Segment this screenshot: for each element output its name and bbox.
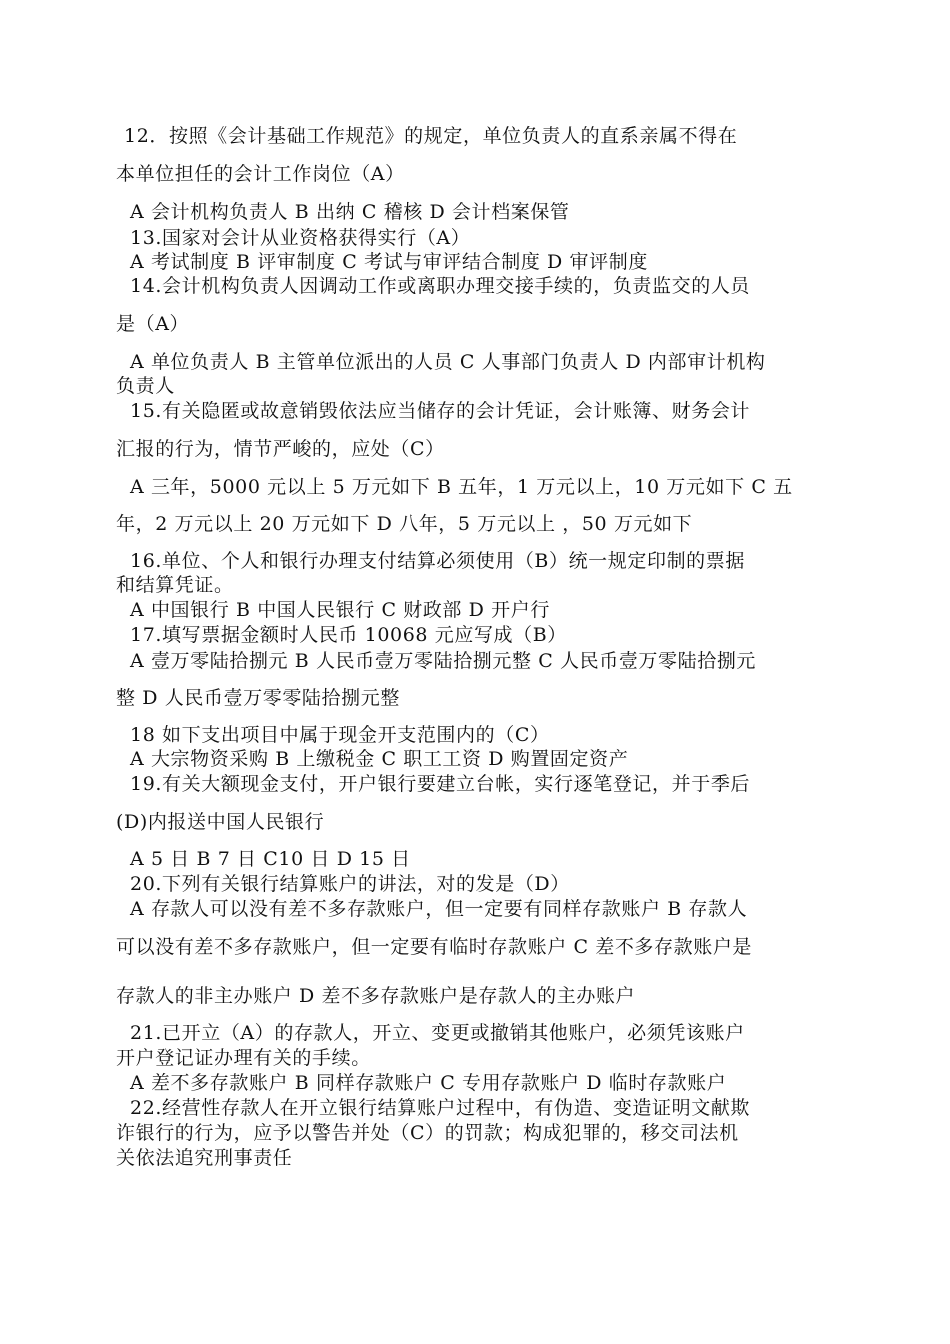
question-12-line-1: 12．按照《会计基础工作规范》的规定，单位负责人的直系亲属不得在: [124, 125, 738, 147]
question-19-line-1: 19.有关大额现金支付，开户银行要建立台帐，实行逐笔登记，并于季后: [130, 773, 751, 795]
question-20-line-1: 20.下列有关银行结算账户的讲法，对的发是（D）: [130, 873, 570, 895]
question-22-line-2: 诈银行的行为，应予以警告并处（C）的罚款；构成犯罪的，移交司法机: [116, 1122, 739, 1144]
question-15-line-2: 汇报的行为，情节严峻的，应处（C）: [116, 438, 445, 460]
question-16-options: A 中国银行 B 中国人民银行 C 财政部 D 开户行: [130, 599, 550, 621]
question-12-options: A 会计机构负责人 B 出纳 C 稽核 D 会计档案保管: [130, 201, 570, 223]
question-18-options: A 大宗物资采购 B 上缴税金 C 职工工资 D 购置固定资产: [130, 748, 629, 770]
question-20-options-line-2: 可以没有差不多存款账户，但一定要有临时存款账户 C 差不多存款账户是: [116, 936, 753, 958]
question-14-line-1: 14.会计机构负责人因调动工作或离职办理交接手续的，负责监交的人员: [130, 275, 751, 297]
question-12-line-2: 本单位担任的会计工作岗位（A）: [116, 163, 405, 185]
question-17-options-line-2: 整 D 人民币壹万零零陆拾捌元整: [116, 687, 400, 709]
question-20-options-line-3: 存款人的非主办账户 D 差不多存款账户是存款人的主办账户: [116, 985, 636, 1007]
question-14-line-2: 是（A）: [116, 313, 190, 335]
question-14-options-line-1: A 单位负责人 B 主管单位派出的人员 C 人事部门负责人 D 内部审计机构: [130, 351, 766, 373]
question-22-line-3: 关依法追究刑事责任: [116, 1147, 293, 1169]
question-17-options-line-1: A 壹万零陆拾捌元 B 人民币壹万零陆拾捌元整 C 人民币壹万零陆拾捌元: [130, 650, 757, 672]
question-15-options-line-2: 年，2 万元以上 20 万元如下 D 八年，5 万元以上 ，50 万元如下: [116, 513, 693, 535]
question-13-options: A 考试制度 B 评审制度 C 考试与审评结合制度 D 审评制度: [130, 251, 648, 273]
question-17-line-1: 17.填写票据金额时人民币 10068 元应写成（B）: [130, 624, 567, 646]
question-19-options: A 5 日 B 7 日 C10 日 D 15 日: [130, 848, 411, 870]
question-22-line-1: 22.经营性存款人在开立银行结算账户过程中，有伪造、变造证明文献欺: [130, 1097, 751, 1119]
question-16-line-2: 和结算凭证。: [116, 574, 234, 596]
question-21-line-1: 21.已开立（A）的存款人，开立、变更或撤销其他账户，必须凭该账户: [130, 1022, 745, 1044]
question-13-line-1: 13.国家对会计从业资格获得实行（A）: [130, 227, 471, 249]
question-15-line-1: 15.有关隐匿或故意销毁依法应当储存的会计凭证，会计账簿、财务会计: [130, 400, 751, 422]
question-14-options-line-2: 负责人: [116, 375, 175, 397]
question-20-options-line-1: A 存款人可以没有差不多存款账户，但一定要有同样存款账户 B 存款人: [130, 898, 748, 920]
question-18-line-1: 18 如下支出项目中属于现金开支范围内的（C）: [130, 724, 550, 746]
question-15-options-line-1: A 三年，5000 元以上 5 万元如下 B 五年，1 万元以上，10 万元如下 C 五: [130, 476, 793, 498]
question-16-line-1: 16.单位、个人和银行办理支付结算必须使用（B）统一规定印制的票据: [130, 550, 745, 572]
question-19-line-2: (D)内报送中国人民银行: [116, 811, 325, 833]
question-21-line-2: 开户登记证办理有关的手续。: [116, 1047, 371, 1069]
question-21-options: A 差不多存款账户 B 同样存款账户 C 专用存款账户 D 临时存款账户: [130, 1072, 727, 1094]
